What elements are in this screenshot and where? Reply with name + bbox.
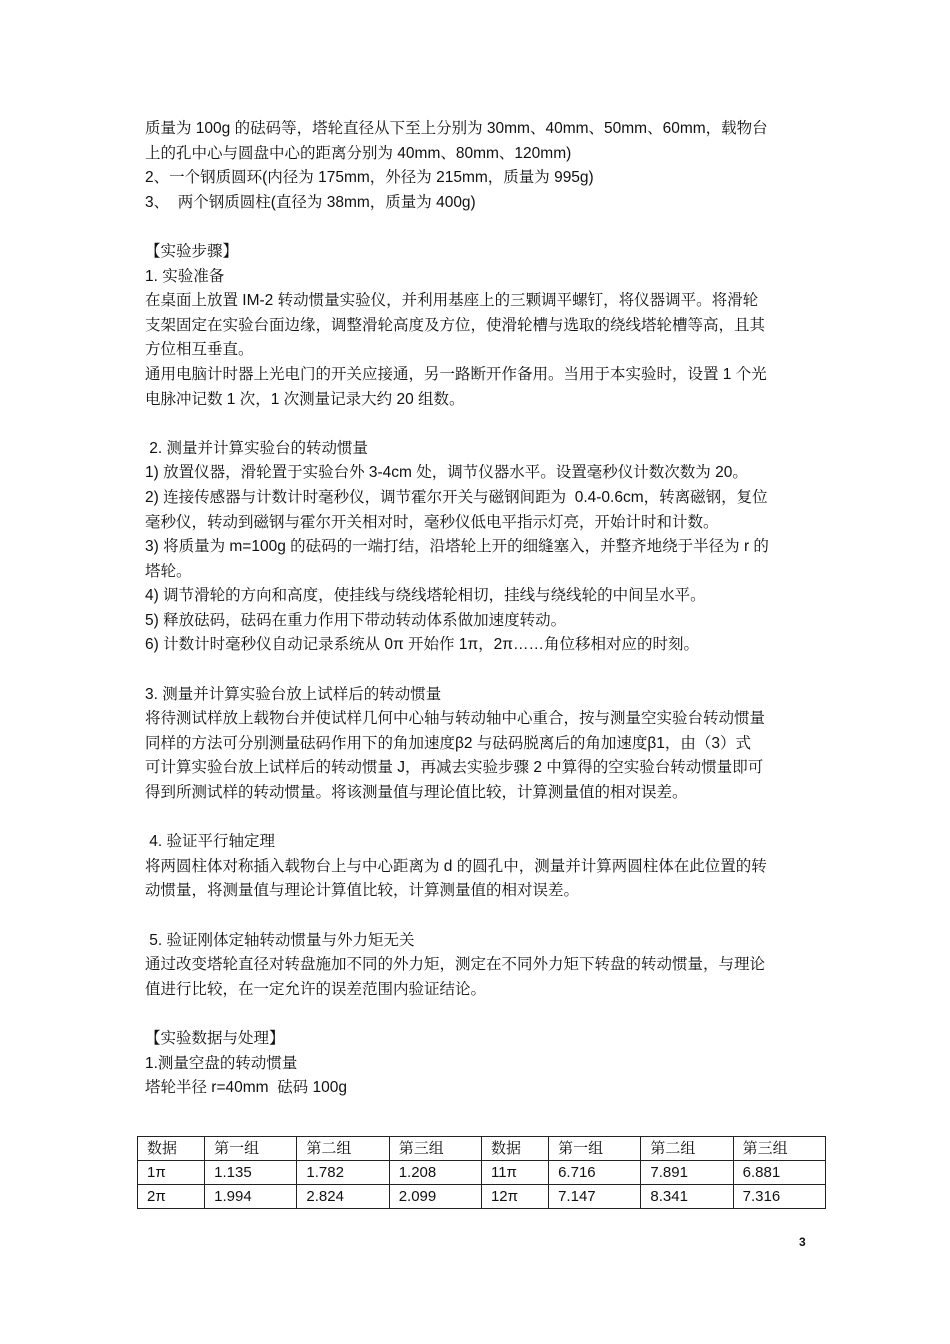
text-line: 得到所测试样的转动惯量。将该测量值与理论值比较，计算测量值的相对误差。 <box>145 784 688 802</box>
table-cell: 1.782 <box>297 1161 389 1185</box>
page-number: 3 <box>799 1235 806 1249</box>
text-line: 2、一个钢质圆环(内径为 175mm，外径为 215mm，质量为 995g) <box>145 169 594 187</box>
blank-line <box>145 412 813 437</box>
text-line: 3. 测量并计算实验台放上试样后的转动惯量 <box>145 685 442 703</box>
text-line: 将待测试样放上载物台并使试样几何中心轴与转动轴中心重合，按与测量空实验台转动惯量 <box>145 710 766 728</box>
text-line: 5) 释放砝码，砝码在重力作用下带动转动体系做加速度转动。 <box>145 611 567 629</box>
text-line: 4. 验证平行轴定理 <box>145 833 276 851</box>
table-row <box>138 1185 826 1209</box>
text-line: 【实验数据与处理】 <box>145 1029 285 1047</box>
table-cell: 第三组 <box>733 1137 825 1161</box>
table-cell: 11π <box>481 1161 548 1185</box>
text-line: 6) 计数计时毫秒仪自动记录系统从 0π 开始作 1π，2π……角位移相对应的时刻。 <box>145 636 699 654</box>
blank-line <box>145 806 813 831</box>
table-cell: 数据 <box>481 1137 548 1161</box>
text-line: 在桌面上放置 IM-2 转动惯量实验仪，并利用基座上的三颗调平螺钉，将仪器调平。将滑轮 <box>145 292 759 310</box>
table-cell: 第二组 <box>641 1137 733 1161</box>
table-cell: 7.316 <box>733 1185 825 1209</box>
table-cell: 6.716 <box>549 1161 641 1185</box>
text-line: 5. 验证刚体定轴转动惯量与外力矩无关 <box>145 931 415 949</box>
data-table <box>137 1136 826 1209</box>
table-header-row <box>138 1137 826 1161</box>
text-line: 毫秒仪，转动到磁钢与霍尔开关相对时，毫秒仪低电平指示灯亮，开始计时和计数。 <box>145 513 719 531</box>
text-line: 支架固定在实验台面边缘，调整滑轮高度及方位，使滑轮槽与选取的绕线塔轮槽等高，且其 <box>145 316 766 334</box>
text-line: 质量为 100g 的砝码等，塔轮直径从下至上分别为 30mm、40mm、50mm、60mm，载物台 <box>145 120 768 137</box>
table-row <box>138 1161 826 1185</box>
table-cell: 数据 <box>138 1137 205 1161</box>
text-line: 通过改变塔轮直径对转盘施加不同的外力矩，测定在不同外力矩下转盘的转动惯量，与理论 <box>145 956 766 974</box>
table-cell: 第三组 <box>389 1137 481 1161</box>
table-cell: 1π <box>138 1161 205 1185</box>
table-cell: 6.881 <box>733 1161 825 1185</box>
text-line: 塔轮。 <box>145 562 192 580</box>
table-cell: 2π <box>138 1185 205 1209</box>
text-line: 塔轮半径 r=40mm 砝码 100g <box>145 1079 347 1097</box>
text-line: 通用电脑计时器上光电门的开关应接通，另一路断开作备用。当用于本实验时，设置 1 个光 <box>145 365 767 383</box>
text-line: 同样的方法可分别测量砝码作用下的角加速度β2 与砝码脱离后的角加速度β1，由（3）式 <box>145 734 752 752</box>
text-line: 2) 连接传感器与计数计时毫秒仪，调节霍尔开关与磁钢间距为 0.4-0.6cm，转离磁钢，复位 <box>145 488 768 506</box>
blank-line <box>145 658 813 683</box>
text-line: 动惯量，将测量值与理论计算值比较，计算测量值的相对误差。 <box>145 882 580 900</box>
blank-line <box>145 1002 813 1027</box>
text-line: 1.测量空盘的转动惯量 <box>145 1054 298 1072</box>
text-line: 3、 两个钢质圆柱(直径为 38mm，质量为 400g) <box>145 193 476 211</box>
text-line: 可计算实验台放上试样后的转动惯量 J，再减去实验步骤 2 中算得的空实验台转动惯量即可 <box>145 759 764 777</box>
table-cell: 7.891 <box>641 1161 733 1185</box>
text-line: 1) 放置仪器，滑轮置于实验台外 3-4cm 处，调节仪器水平。设置毫秒仪计数次数为 20。 <box>145 464 748 482</box>
text-line: 电脉冲记数 1 次，1 次测量记录大约 20 组数。 <box>145 390 465 408</box>
text-line: 1. 实验准备 <box>145 267 225 285</box>
text-line: 4) 调节滑轮的方向和高度，使挂线与绕线塔轮相切，挂线与绕线轮的中间呈水平。 <box>145 587 706 605</box>
text-line: 【实验步骤】 <box>145 242 239 260</box>
table-cell: 1.208 <box>389 1161 481 1185</box>
blank-line <box>145 215 813 240</box>
text-line: 将两圆柱体对称插入载物台上与中心距离为 d 的圆孔中，测量并计算两圆柱体在此位置的转 <box>145 857 767 875</box>
text-line: 方位相互垂直。 <box>145 341 254 359</box>
table-cell: 第一组 <box>549 1137 641 1161</box>
text-line: 3) 将质量为 m=100g 的砝码的一端打结，沿塔轮上开的细缝塞入，并整齐地绕于半径为 r 的 <box>145 538 769 556</box>
table-cell: 7.147 <box>549 1185 641 1209</box>
blank-line <box>145 904 813 929</box>
document-body <box>145 117 813 1101</box>
table-cell: 1.135 <box>205 1161 297 1185</box>
text-line: 2. 测量并计算实验台的转动惯量 <box>145 439 369 457</box>
table-cell: 2.099 <box>389 1185 481 1209</box>
table-cell: 8.341 <box>641 1185 733 1209</box>
table-cell: 第二组 <box>297 1137 389 1161</box>
table-cell: 2.824 <box>297 1185 389 1209</box>
table-cell: 12π <box>481 1185 548 1209</box>
text-line: 上的孔中心与圆盘中心的距离分别为 40mm、80mm、120mm) <box>145 144 572 162</box>
text-line: 值进行比较，在一定允许的误差范围内验证结论。 <box>145 980 487 998</box>
table-cell: 1.994 <box>205 1185 297 1209</box>
table-cell: 第一组 <box>205 1137 297 1161</box>
